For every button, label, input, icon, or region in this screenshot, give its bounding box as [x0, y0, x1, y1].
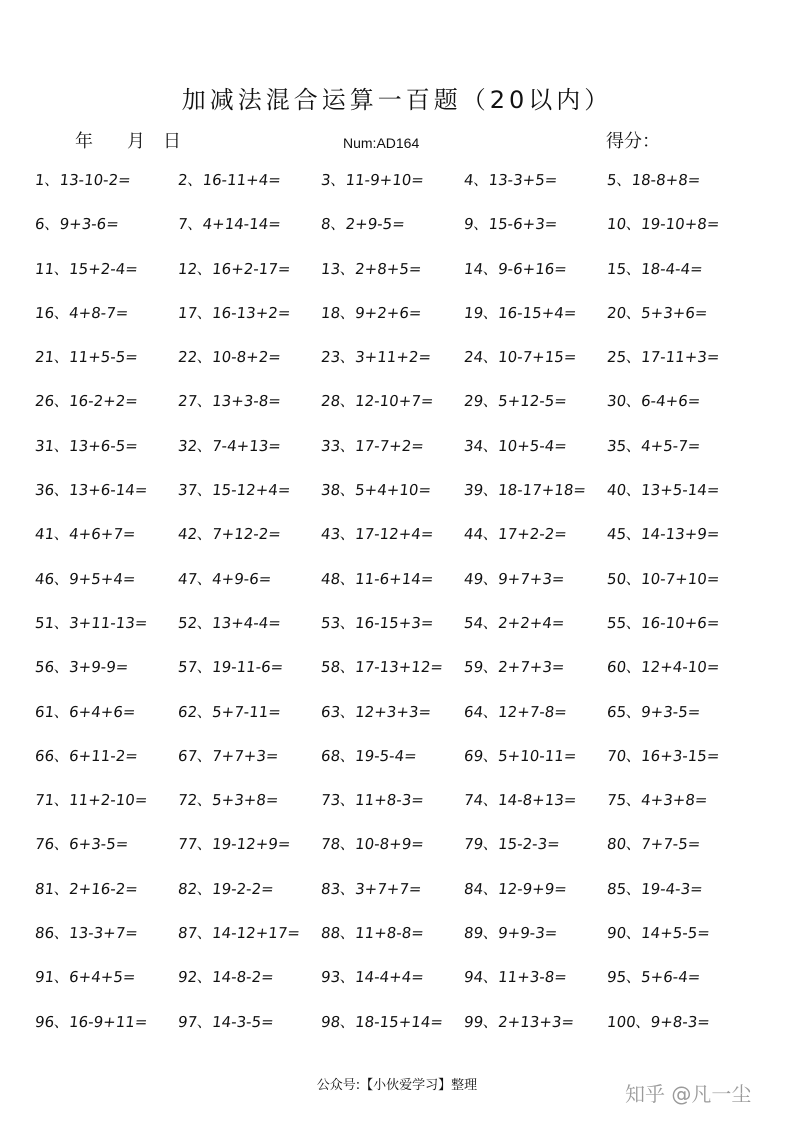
question-item: 35、4+5-7= [606, 436, 702, 455]
date-year-label: 年 [75, 131, 93, 152]
question-grid [34, 168, 749, 1054]
question-item: 9、15-6+3= [463, 215, 559, 234]
question-item: 72、5+3+8= [177, 791, 280, 810]
question-item: 45、14-13+9= [606, 525, 721, 544]
question-item: 26、16-2+2= [34, 392, 139, 411]
question-item: 88、11+8-8= [320, 924, 425, 943]
question-item: 4、13-3+5= [463, 171, 559, 189]
date-line [75, 127, 181, 153]
question-item: 83、3+7+7= [320, 879, 423, 898]
question-item: 21、11+5-5= [34, 348, 139, 367]
question-item: 60、12+4-10= [606, 658, 721, 677]
question-item: 40、13+5-14= [606, 481, 721, 500]
question-item: 94、11+3-8= [463, 968, 568, 987]
question-item: 19、16-15+4= [463, 303, 578, 322]
question-item: 30、6-4+6= [606, 392, 702, 411]
question-item: 95、5+6-4= [606, 968, 702, 987]
question-item: 97、14-3-5= [177, 1012, 275, 1031]
question-item: 15、18-4-4= [606, 259, 704, 278]
question-item: 55、16-10+6= [606, 613, 721, 632]
question-item: 16、4+8-7= [34, 303, 130, 322]
question-item: 23、3+11+2= [320, 348, 432, 367]
question-item: 63、12+3+3= [320, 702, 432, 721]
question-item: 65、9+3-5= [606, 702, 702, 721]
question-item: 67、7+7+3= [177, 746, 280, 765]
footer-credit: 公众号:【小伙爱学习】整理 [316, 1078, 478, 1093]
question-item: 8、2+9-5= [320, 215, 406, 234]
question-item: 41、4+6+7= [34, 525, 137, 544]
question-item: 61、6+4+6= [34, 702, 137, 721]
question-item: 87、14-12+17= [177, 924, 301, 943]
question-item: 1、13-10-2= [34, 171, 132, 189]
question-item: 58、17-13+12= [320, 658, 444, 677]
question-item: 93、14-4+4= [320, 968, 425, 987]
question-item: 81、2+16-2= [34, 879, 139, 898]
question-item: 90、14+5-5= [606, 924, 711, 943]
question-item: 2、16-11+4= [177, 171, 282, 189]
question-item: 80、7+7-5= [606, 835, 702, 854]
question-item: 74、14-8+13= [463, 791, 578, 810]
question-item: 75、4+3+8= [606, 791, 709, 810]
question-item: 73、11+8-3= [320, 791, 425, 810]
date-month-label: 月 [127, 131, 145, 152]
question-item: 96、16-9+11= [34, 1012, 149, 1031]
question-item: 70、16+3-15= [606, 746, 721, 765]
question-item: 20、5+3+6= [606, 303, 709, 322]
question-item: 14、9-6+16= [463, 259, 568, 278]
question-item: 71、11+2-10= [34, 791, 149, 810]
question-item: 3、11-9+10= [320, 171, 425, 189]
question-item: 78、10-8+9= [320, 835, 425, 854]
question-item: 31、13+6-5= [34, 436, 139, 455]
question-item: 86、13-3+7= [34, 924, 139, 943]
question-item: 6、9+3-6= [34, 215, 120, 234]
question-item: 98、18-15+14= [320, 1012, 444, 1031]
question-item: 92、14-8-2= [177, 968, 275, 987]
question-item: 69、5+10-11= [463, 746, 578, 765]
question-item: 7、4+14-14= [177, 215, 282, 234]
question-item: 51、3+11-13= [34, 613, 149, 632]
question-item: 64、12+7-8= [463, 702, 568, 721]
question-item: 18、9+2+6= [320, 303, 423, 322]
score-label: 得分： [606, 131, 660, 152]
question-item: 34、10+5-4= [463, 436, 568, 455]
question-item: 36、13+6-14= [34, 481, 149, 500]
question-item: 33、17-7+2= [320, 436, 425, 455]
question-item: 13、2+8+5= [320, 259, 423, 278]
question-item: 12、16+2-17= [177, 259, 292, 278]
question-item: 27、13+3-8= [177, 392, 282, 411]
question-item: 38、5+4+10= [320, 481, 432, 500]
question-item: 68、19-5-4= [320, 746, 418, 765]
question-item: 56、3+9-9= [34, 658, 130, 677]
question-item: 82、19-2-2= [177, 879, 275, 898]
question-item: 25、17-11+3= [606, 348, 721, 367]
date-day-label: 日 [163, 131, 181, 152]
question-item: 48、11-6+14= [320, 569, 435, 588]
question-item: 37、15-12+4= [177, 481, 292, 500]
question-item: 99、2+13+3= [463, 1012, 575, 1031]
question-item: 66、6+11-2= [34, 746, 139, 765]
question-item: 54、2+2+4= [463, 613, 566, 632]
question-item: 77、19-12+9= [177, 835, 292, 854]
question-item: 39、18-17+18= [463, 481, 587, 500]
question-item: 10、19-10+8= [606, 215, 721, 234]
question-item: 57、19-11-6= [177, 658, 285, 677]
question-item: 100、9+8-3= [606, 1012, 711, 1031]
question-item: 47、4+9-6= [177, 569, 273, 588]
question-item: 49、9+7+3= [463, 569, 566, 588]
question-item: 52、13+4-4= [177, 613, 282, 632]
question-item: 79、15-2-3= [463, 835, 561, 854]
question-item: 50、10-7+10= [606, 569, 721, 588]
question-item: 91、6+4+5= [34, 968, 137, 987]
question-item: 42、7+12-2= [177, 525, 282, 544]
question-item: 28、12-10+7= [320, 392, 435, 411]
question-item: 76、6+3-5= [34, 835, 130, 854]
question-item: 5、18-8+8= [606, 171, 702, 189]
question-item: 43、17-12+4= [320, 525, 435, 544]
question-item: 85、19-4-3= [606, 879, 704, 898]
question-item: 32、7-4+13= [177, 436, 282, 455]
question-item: 89、9+9-3= [463, 924, 559, 943]
question-item: 11、15+2-4= [34, 259, 139, 278]
question-item: 17、16-13+2= [177, 303, 292, 322]
page-title: 加减法混合运算一百题（20以内） [181, 86, 613, 114]
question-item: 29、5+12-5= [463, 392, 568, 411]
question-item: 84、12-9+9= [463, 879, 568, 898]
question-item: 62、5+7-11= [177, 702, 282, 721]
question-item: 59、2+7+3= [463, 658, 566, 677]
sheet-number: Num:AD164 [343, 135, 420, 151]
question-item: 53、16-15+3= [320, 613, 435, 632]
question-item: 24、10-7+15= [463, 348, 578, 367]
question-item: 44、17+2-2= [463, 525, 568, 544]
question-item: 22、10-8+2= [177, 348, 282, 367]
watermark: 知乎 @凡一尘 [625, 1082, 752, 1106]
question-item: 46、9+5+4= [34, 569, 137, 588]
